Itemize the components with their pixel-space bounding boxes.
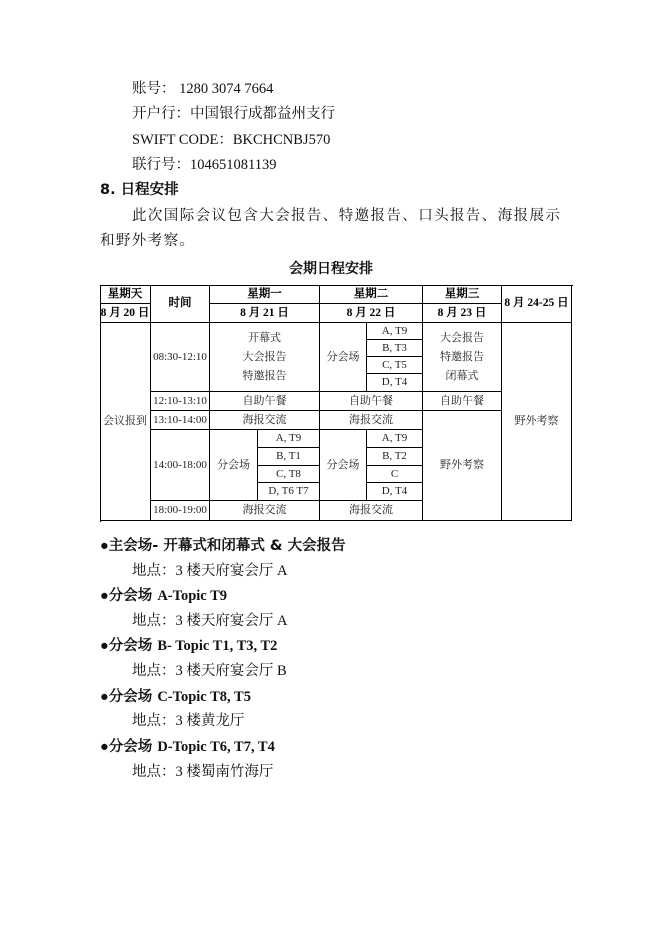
tuesday-afternoon-session: A, T9 xyxy=(367,430,423,448)
tuesday-poster-2: 海报交流 xyxy=(320,501,423,521)
venue-main-location: 地点：3 楼天府宴会厅 A xyxy=(132,563,288,579)
bullet-icon: ● xyxy=(100,588,109,604)
bullet-icon: ● xyxy=(100,538,109,554)
header-time: 时间 xyxy=(151,285,210,323)
header-monday: 星期一 xyxy=(210,285,320,304)
wednesday-lunch: 自助午餐 xyxy=(423,392,502,411)
bank-account: 账号： 1280 3074 7664 xyxy=(132,81,274,97)
header-sunday-date: 8 月 20 日 xyxy=(100,304,151,323)
venue-b-location: 地点：3 楼天府宴会厅 B xyxy=(132,663,287,679)
tuesday-afternoon-label: 分会场 xyxy=(320,430,367,501)
monday-afternoon-session: B, T1 xyxy=(258,448,320,466)
tuesday-morning-session: B, T3 xyxy=(367,340,423,357)
tuesday-morning-label: 分会场 xyxy=(320,323,367,392)
bullet-icon: ● xyxy=(100,638,109,654)
clearing-number: 联行号：104651081139 xyxy=(132,157,277,173)
tuesday-afternoon-session: C xyxy=(367,466,423,483)
wednesday-morning-item: 特邀报告 xyxy=(440,350,484,363)
time-morning: 08:30-12:10 xyxy=(151,323,210,392)
header-monday-date: 8 月 21 日 xyxy=(210,304,320,323)
monday-morning-item: 开幕式 xyxy=(248,331,281,344)
tuesday-poster-1: 海报交流 xyxy=(320,411,423,430)
header-final-days: 8 月 24-25 日 xyxy=(502,285,572,323)
venue-c-location: 地点：3 楼黄龙厅 xyxy=(132,713,245,729)
header-tuesday: 星期二 xyxy=(320,285,423,304)
bullet-icon: ● xyxy=(100,739,109,755)
header-wednesday: 星期三 xyxy=(423,285,502,304)
monday-morning xyxy=(210,323,320,392)
intro-paragraph-line2: 和野外考察。 xyxy=(100,233,196,249)
bullet-icon: ● xyxy=(100,689,109,705)
table-caption: 会期日程安排 xyxy=(289,261,373,277)
tuesday-afternoon-session: B, T2 xyxy=(367,448,423,466)
monday-morning-item: 特邀报告 xyxy=(242,369,287,382)
time-poster-1: 13:10-14:00 xyxy=(151,411,210,430)
wednesday-morning xyxy=(423,323,502,392)
venue-main-title: ●主会场- 开幕式和闭幕式 & 大会报告 xyxy=(100,538,346,554)
tuesday-morning-session: A, T9 xyxy=(367,323,423,340)
monday-afternoon-label: 分会场 xyxy=(210,430,258,501)
venue-c-title: ●分会场 C-Topic T8, T5 xyxy=(100,689,251,705)
venue-b-title: ●分会场 B- Topic T1, T3, T2 xyxy=(100,638,278,654)
venue-d-location: 地点：3 楼蜀南竹海厅 xyxy=(132,764,274,780)
time-afternoon: 14:00-18:00 xyxy=(151,430,210,501)
monday-afternoon-session: A, T9 xyxy=(258,430,320,448)
final-days-field-trip: 野外考察 xyxy=(502,323,572,521)
swift-code: SWIFT CODE：BKCHCNBJ570 xyxy=(132,132,331,148)
bank-name: 开户行：中国银行成都益州支行 xyxy=(132,106,335,122)
tuesday-afternoon-session: D, T4 xyxy=(367,483,423,501)
schedule-table xyxy=(100,285,572,521)
wednesday-morning-item: 大会报告 xyxy=(440,331,484,344)
monday-poster-1: 海报交流 xyxy=(210,411,320,430)
venue-a-title: ●分会场 A-Topic T9 xyxy=(100,588,228,604)
header-wednesday-date: 8 月 23 日 xyxy=(423,304,502,323)
wednesday-field-trip: 野外考察 xyxy=(423,411,502,521)
monday-afternoon-session: C, T8 xyxy=(258,466,320,483)
tuesday-morning-session: D, T4 xyxy=(367,374,423,392)
header-tuesday-date: 8 月 22 日 xyxy=(320,304,423,323)
monday-morning-item: 大会报告 xyxy=(242,350,287,363)
intro-paragraph-line1: 此次国际会议包含大会报告、特邀报告、口头报告、海报展示 xyxy=(132,208,562,224)
monday-lunch: 自助午餐 xyxy=(210,392,320,411)
header-sunday: 星期天 xyxy=(100,285,151,304)
monday-poster-2: 海报交流 xyxy=(210,501,320,521)
monday-afternoon-session: D, T6 T7 xyxy=(258,483,320,501)
venue-a-location: 地点：3 楼天府宴会厅 A xyxy=(132,613,288,629)
time-lunch: 12:10-13:10 xyxy=(151,392,210,411)
sunday-registration: 会议报到 xyxy=(100,323,151,521)
time-poster-2: 18:00-19:00 xyxy=(151,501,210,521)
tuesday-lunch: 自助午餐 xyxy=(320,392,423,411)
wednesday-morning-item: 闭幕式 xyxy=(445,369,479,382)
venue-d-title: ●分会场 D-Topic T6, T7, T4 xyxy=(100,739,275,755)
section-heading: 8. 日程安排 xyxy=(100,182,179,198)
tuesday-morning-session: C, T5 xyxy=(367,357,423,374)
